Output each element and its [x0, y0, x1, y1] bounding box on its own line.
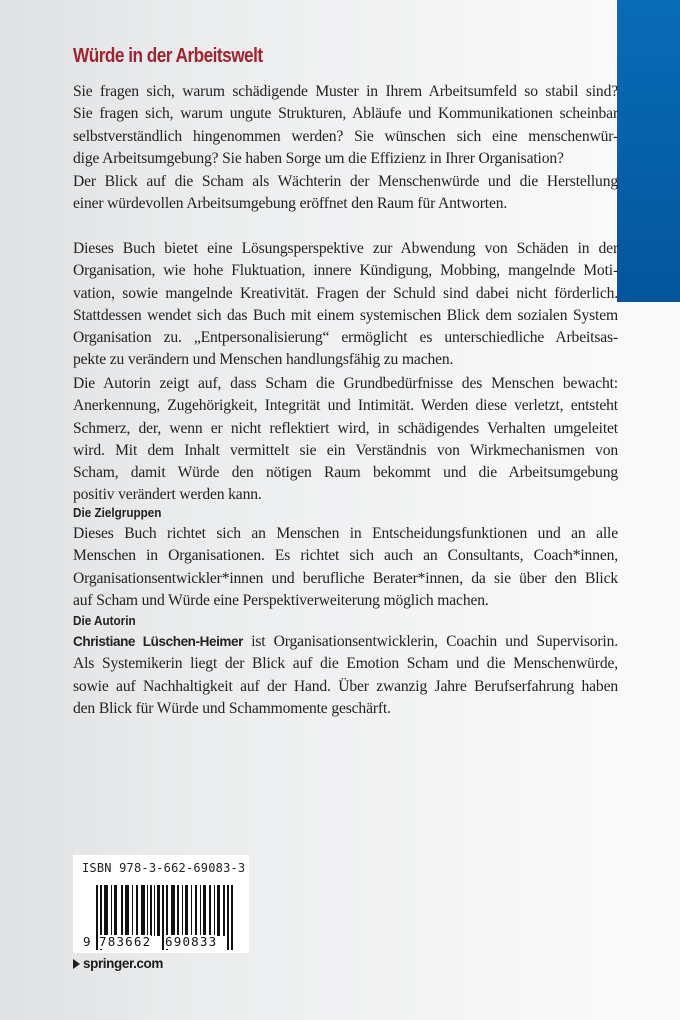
text-line: vation, sowie mangelnde Kreativität. Fragen der Schuld sind dabei nicht förderlich. [73, 284, 618, 302]
author-bio-first-line: ist Organisationsentwicklerin, Coachin und Supervisorin. [243, 633, 619, 650]
text-line: Organisation zu. „Entpersonalisierung“ ermöglicht es unterschiedliche Arbeitsas- [73, 329, 618, 347]
publisher-link-text: springer.com [83, 956, 163, 971]
publisher-link[interactable] [73, 956, 163, 971]
isbn-barcode [73, 855, 249, 953]
author-thesis-paragraph [73, 373, 618, 507]
barcode-digit-first: 9 [83, 934, 92, 949]
text-line: selbstverständlich hingenommen werden? Sie wünschen sich eine menschenwür- [73, 127, 618, 145]
text-line: pekte zu verändern und Menschen handlungsfähig zu machen. [73, 351, 454, 369]
text-line: Als Systemikerin liegt der Blick auf die Emotion Scham und die Menschenwürde, [73, 655, 618, 673]
text-line: wird. Mit dem Inhalt vermittelt sie ein Verständnis von Wirkmechanismen von [73, 441, 618, 459]
text-line: Dieses Buch bietet eine Lösungsperspektive zur Abwendung von Schäden in der [73, 240, 618, 257]
author-heading: Die Autorin [73, 613, 136, 628]
text-line: dige Arbeitsumgebung? Sie haben Sorge um die Effizienz in Ihrer Organisation? [73, 149, 564, 167]
text-line: Anerkennung, Zugehörigkeit, Integrität und Intimität. Werden diese verletzt, entsteht [73, 397, 618, 415]
text-line: Der Blick auf die Scham als Wächterin der Menschenwürde und die Herstellung [73, 173, 618, 190]
text-line [73, 631, 618, 653]
isbn-label: ISBN 978-3-662-69083-3 [82, 861, 246, 875]
author-bio-paragraph [73, 631, 618, 720]
text-line: Sie fragen sich, warum ungute Strukturen, Abläufe und Kommunikationen scheinbar [73, 105, 618, 123]
text-line: den Blick für Würde und Schammomente geschärft. [73, 699, 391, 717]
blue-accent-band [617, 0, 680, 302]
solution-paragraph [73, 238, 618, 372]
barcode-digits-right: 690833 [165, 934, 218, 949]
text-line: Sie fragen sich, warum schädigende Muster in Ihrem Arbeitsumfeld so stabil sind? [73, 83, 618, 100]
text-line: Menschen in Organisationen. Es richtet sich auch an Consultants, Coach*innen, [73, 547, 618, 565]
text-line: sowie auf Nachhaltigkeit auf der Hand. Über zwanzig Jahre Berufserfahrung haben [73, 677, 618, 695]
text-line: auf Scham und Würde eine Perspektiverweiterung möglich machen. [73, 591, 489, 609]
author-name: Christiane Lüschen-Heimer [73, 634, 243, 649]
text-line: einer würdevollen Arbeitsumgebung eröffnet den Raum für Antworten. [73, 195, 508, 213]
target-groups-paragraph [73, 523, 618, 612]
text-line: Stattdessen wendet sich das Buch mit einem systemischen Blick dem sozialen System [73, 306, 618, 324]
blick-paragraph [73, 171, 618, 216]
barcode-digits-left: 783662 [99, 934, 152, 949]
triangle-right-icon [73, 959, 80, 969]
text-line: Organisationsentwickler*innen und berufliche Berater*innen, da sie über den Blick [73, 569, 618, 587]
target-groups-heading: Die Zielgruppen [73, 505, 162, 520]
text-line: positiv verändert werden kann. [73, 486, 262, 504]
text-line: Organisation, wie hohe Fluktuation, innere Kündigung, Mobbing, mangelnde Moti- [73, 262, 618, 280]
text-line: Schmerz, der, wenn er nicht reflektiert wird, in schädigendes Verhalten umgeleitet [73, 419, 618, 437]
text-line: Die Autorin zeigt auf, dass Scham die Grundbedürfnisse des Menschen bewacht: [73, 375, 618, 392]
book-title: Würde in der Arbeitswelt [73, 45, 263, 67]
text-line: Dieses Buch richtet sich an Menschen in Entscheidungsfunktionen und an alle [73, 525, 618, 542]
intro-paragraph [73, 81, 618, 170]
text-line: Scham, damit Würde den nötigen Raum bekommt und die Arbeitsumgebung [73, 464, 618, 482]
